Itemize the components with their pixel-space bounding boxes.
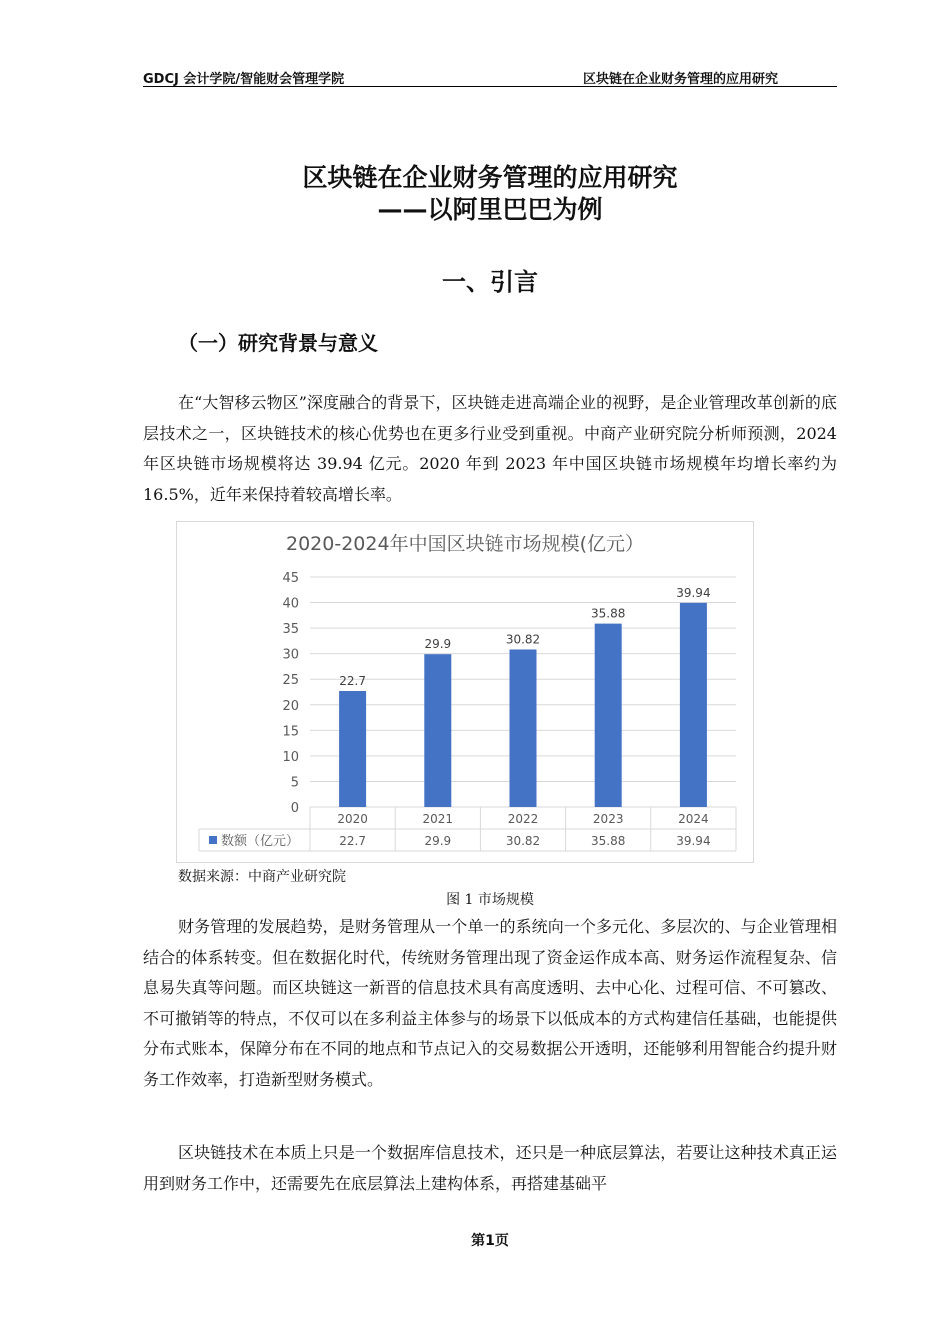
y-tick-label: 35	[282, 622, 299, 638]
header-left: GDCJ 会计学院/智能财会管理学院	[143, 72, 345, 87]
table-value: 29.9	[424, 834, 452, 848]
x-tick-label: 2024	[678, 812, 709, 826]
paragraph-1: 在“大智移云物区”深度融合的背景下，区块链走进高端企业的视野，是企业管理改革创新的底层技术之一，区块链技术的核心优势也在更多行业受到重视。中商产业研究院分析师预测，2024 年区块链市场规模将达 39.94 亿元。2020 年到 2023 年中国区块链市场规模年均增长率约为 16.5%，近年来保持着较高增长率。	[143, 393, 837, 504]
y-tick-label: 5	[290, 775, 299, 791]
y-tick-label: 15	[282, 724, 299, 740]
y-tick-label: 25	[282, 673, 299, 689]
y-tick-label: 40	[282, 596, 299, 612]
legend-label: 数额（亿元）	[221, 834, 300, 849]
bar	[595, 624, 622, 807]
bar	[424, 654, 451, 807]
bar	[339, 691, 366, 807]
paragraph-3: 区块链技术在本质上只是一个数据库信息技术，还只是一种底层算法，若要让这种技术真正运用到财务工作中，还需要先在底层算法上建构体系，再搭建基础平	[143, 1143, 837, 1193]
y-tick-label: 20	[282, 698, 299, 714]
bar	[680, 603, 707, 807]
title-line1: 区块链在企业财务管理的应用研究	[302, 163, 678, 192]
subsection-heading: （一）研究背景与意义	[178, 331, 378, 355]
data-label: 22.7	[339, 673, 366, 688]
header-rule	[143, 86, 837, 87]
figure-caption: 图 1 市场规模	[446, 892, 534, 908]
x-tick-label: 2023	[592, 812, 624, 826]
y-tick-label: 30	[282, 647, 299, 663]
table-value: 22.7	[339, 834, 366, 848]
x-tick-label: 2021	[422, 812, 454, 826]
paragraph-2: 财务管理的发展趋势，是财务管理从一个单一的系统向一个多元化、多层次的、与企业管理相结合的体系转变。但在数据化时代，传统财务管理出现了资金运作成本高、财务运作流程复杂、信息易失真等问题。而区块链这一新晋的信息技术具有高度透明、去中心化、过程可信、不可篡改、不可撤销等的特点，不仅可以在多利益主体参与的场景下以低成本的方式构建信任基础，也能提供分布式账本，保障分布在不同的地点和节点记入的交易数据公开透明，还能够利用智能合约提升财务工作效率，打造新型财务模式。	[143, 917, 837, 1089]
data-label: 35.88	[591, 606, 626, 621]
page-number: 第1页	[471, 1233, 509, 1249]
chart-frame	[176, 521, 754, 863]
title-line2: ——以阿里巴巴为例	[377, 195, 603, 224]
data-label: 29.9	[424, 637, 452, 652]
header-right: 区块链在企业财务管理的应用研究	[582, 72, 778, 87]
table-value: 39.94	[676, 834, 711, 848]
chart-title: 2020-2024年中国区块链市场规模(亿元）	[286, 533, 644, 555]
bar-chart	[177, 522, 753, 862]
data-label: 39.94	[676, 585, 711, 600]
legend-swatch	[209, 836, 217, 844]
data-label: 30.82	[505, 632, 541, 647]
x-tick-label: 2022	[507, 812, 539, 826]
y-tick-label: 45	[282, 571, 299, 586]
bar	[510, 649, 537, 807]
section-heading: 一、引言	[442, 268, 538, 296]
table-value: 35.88	[591, 834, 626, 848]
table-value: 30.82	[505, 834, 541, 848]
y-tick-label: 10	[282, 749, 299, 765]
y-tick-label: 0	[290, 801, 299, 816]
x-tick-label: 2020	[337, 812, 368, 826]
chart-source-caption: 数据来源：中商产业研究院	[178, 869, 346, 885]
